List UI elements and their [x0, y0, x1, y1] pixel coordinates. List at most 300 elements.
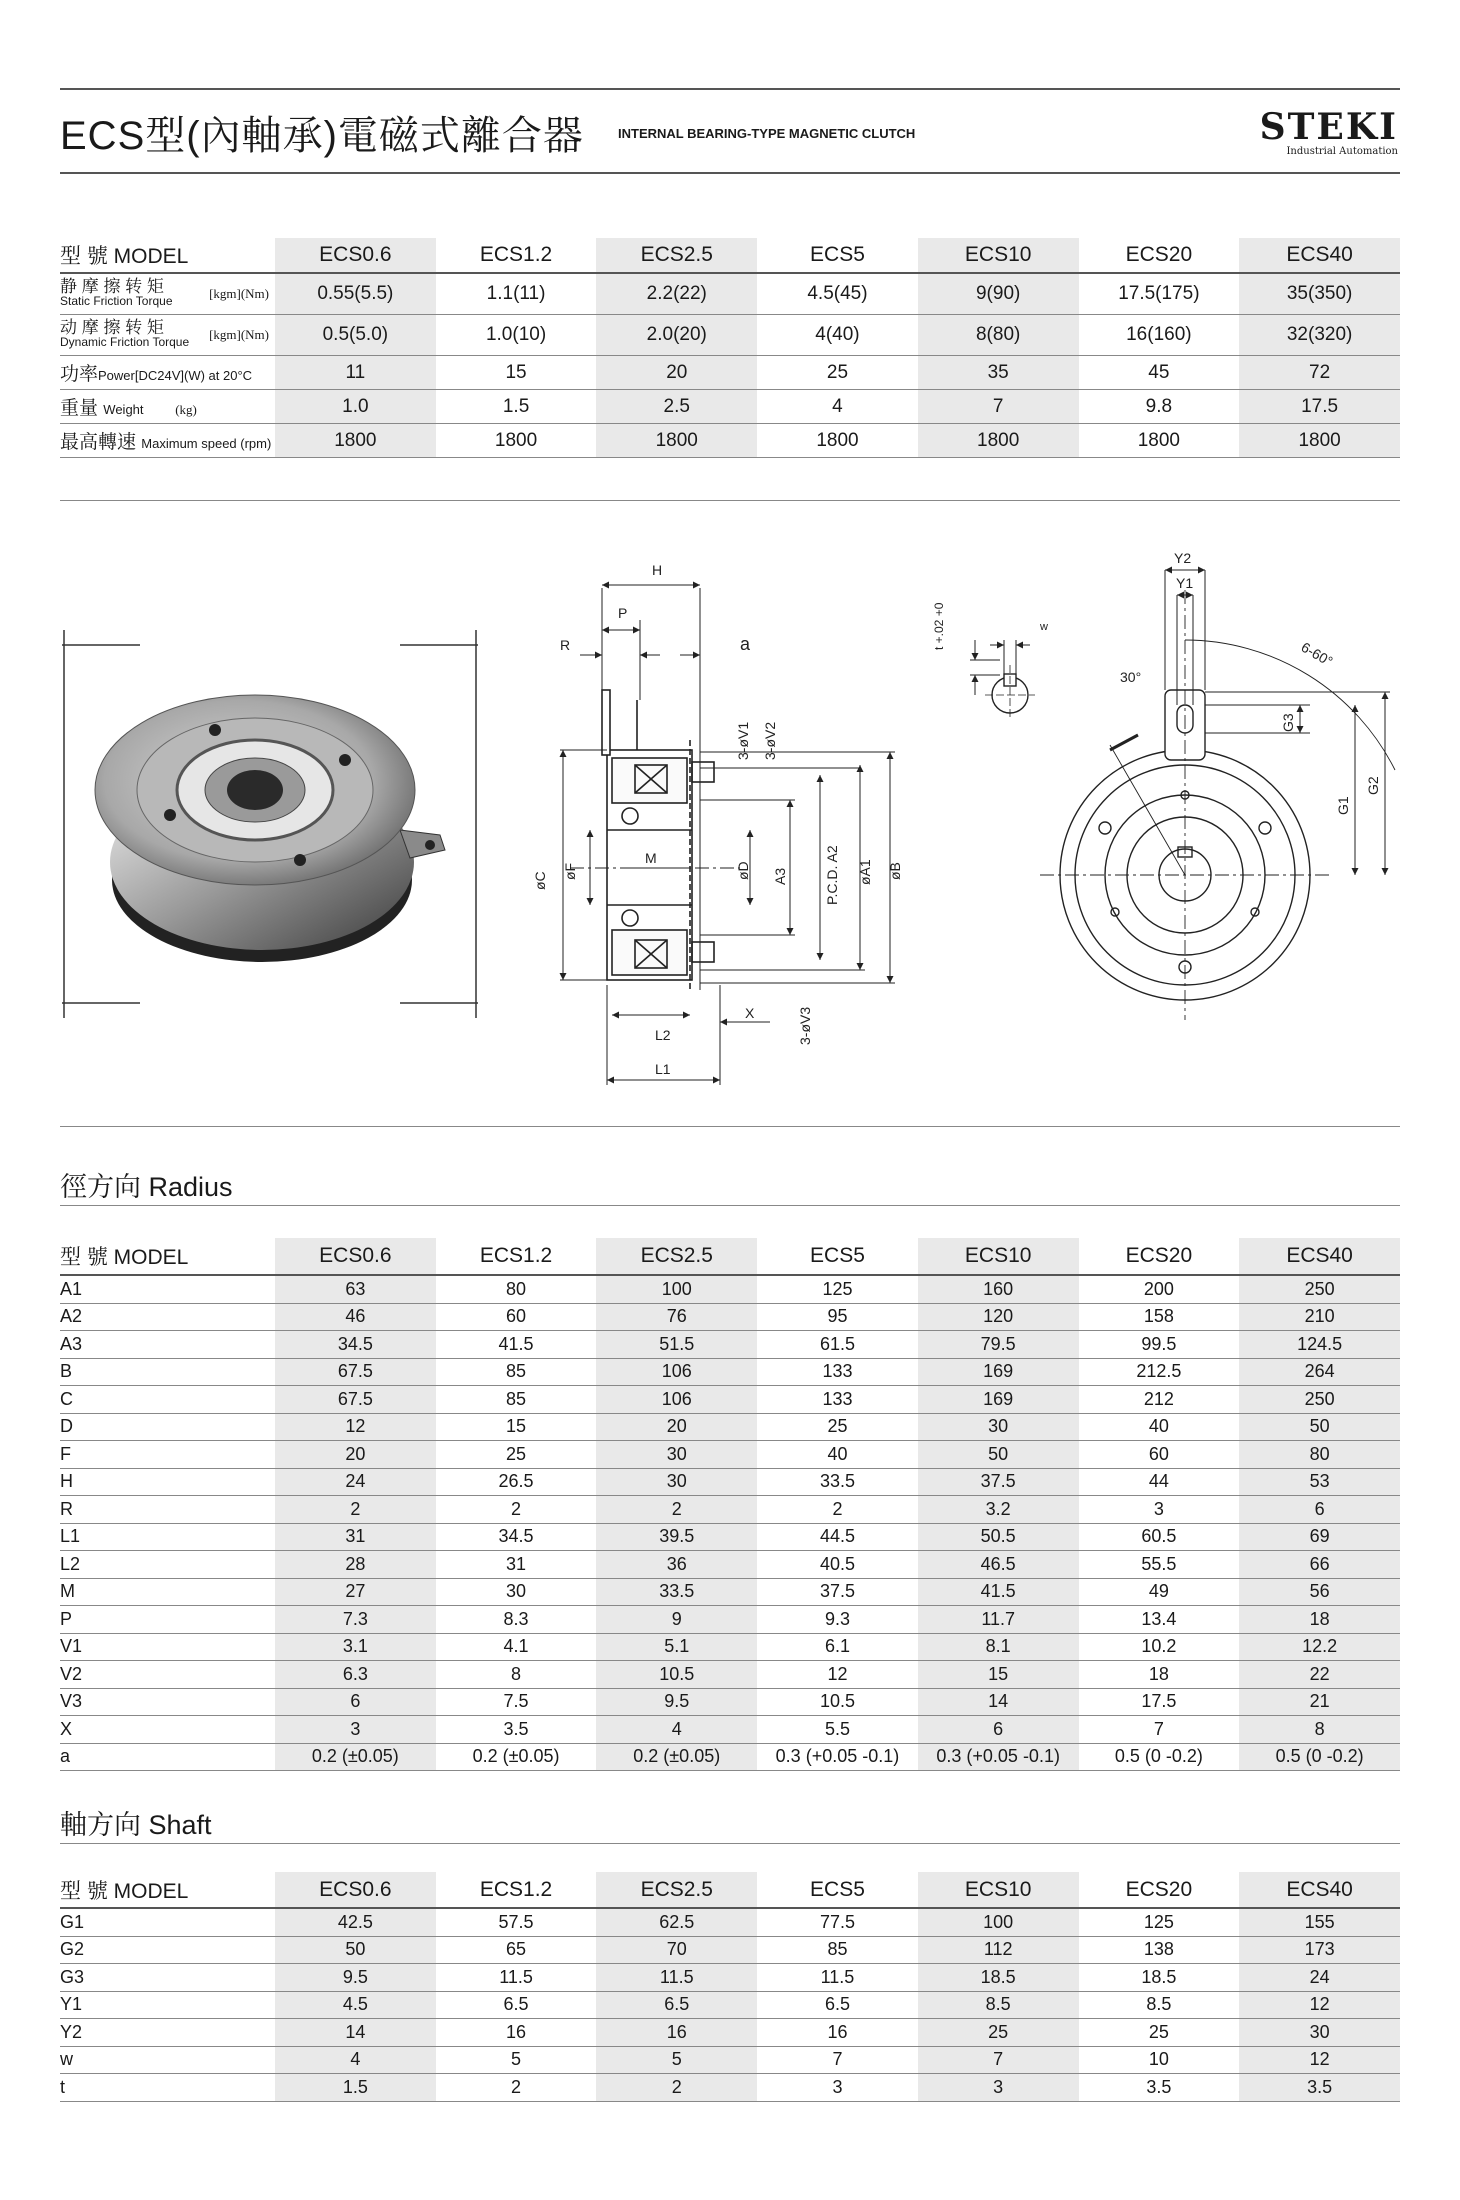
table-row	[60, 1386, 1400, 1414]
row-label: Y1	[60, 1994, 83, 2015]
table-cell: 85	[827, 1939, 848, 1960]
row-label: B	[60, 1361, 73, 1382]
table-cell: 18	[1148, 1663, 1169, 1684]
table-cell: 31	[506, 1553, 527, 1574]
table-cell: 1.1(11)	[486, 283, 546, 304]
table-cell: 61.5	[819, 1333, 855, 1354]
table-cell: 1800	[816, 429, 859, 451]
table-cell: 50	[275, 1936, 436, 1964]
table-row	[60, 1908, 1400, 1936]
table-cell: 9	[596, 1606, 757, 1634]
table-row	[60, 1275, 1400, 1303]
table-row	[60, 1413, 1400, 1441]
table-cell: 16	[506, 2021, 527, 2042]
table-cell: 2	[832, 1498, 843, 1519]
keyway-detail-drawing	[970, 640, 1035, 720]
table-cell: 200	[1143, 1278, 1174, 1299]
table-cell: 24	[275, 1468, 436, 1496]
section-divider	[60, 500, 1400, 501]
table-cell: 133	[822, 1388, 853, 1409]
label-cn: 动 摩 擦 转 矩	[60, 318, 164, 337]
table-cell: 124.5	[1239, 1331, 1400, 1359]
table-cell: 27	[275, 1578, 436, 1606]
side-section-labels	[532, 562, 903, 1077]
table-cell: 25	[827, 1416, 848, 1437]
table-row	[60, 1496, 1400, 1524]
table-cell: 133	[822, 1361, 853, 1382]
label-en: Power[DC24V](W) at 20°C	[98, 368, 253, 383]
table-cell: 120	[918, 1303, 1079, 1331]
table-cell: 10.5	[819, 1691, 855, 1712]
row-label	[60, 273, 275, 315]
table-cell: 125	[1143, 1911, 1174, 1932]
table-row	[60, 1303, 1400, 1331]
table-cell: 173	[1239, 1936, 1400, 1964]
table-cell: 12	[1239, 1991, 1400, 2019]
table-cell: 3	[918, 2074, 1079, 2102]
table-cell: 79.5	[918, 1331, 1079, 1359]
table-cell: 70	[596, 1936, 757, 1964]
table-row	[60, 1578, 1400, 1606]
table-cell: 4.5(45)	[807, 283, 868, 304]
table-cell: 250	[1239, 1275, 1400, 1303]
table-row	[60, 1964, 1400, 1992]
label-unit: (kg)	[175, 402, 197, 417]
dim-label: M	[645, 850, 657, 866]
header-top-rule	[60, 88, 1400, 90]
table-cell: 2	[596, 1496, 757, 1524]
table-row	[60, 1716, 1400, 1744]
brand-logo	[1260, 108, 1398, 157]
table-cell: 35(350)	[1239, 273, 1400, 315]
table-cell: 0.5(5.0)	[275, 315, 436, 356]
row-label: t	[60, 2076, 66, 2097]
model-col: ECS10	[918, 1238, 1079, 1275]
table-cell: 62.5	[596, 1908, 757, 1936]
table-cell: 95	[827, 1306, 848, 1327]
table-cell: 1800	[596, 424, 757, 458]
dim-label: Y1	[1176, 575, 1194, 591]
table-row	[60, 356, 1400, 390]
table-cell: 25	[506, 1443, 527, 1464]
table-cell: 3.5	[503, 1718, 529, 1739]
table-row	[60, 1331, 1400, 1359]
table-cell: 50.5	[918, 1523, 1079, 1551]
table-cell: 24	[1239, 1964, 1400, 1992]
model-col: ECS10	[918, 238, 1079, 273]
shaft-table	[60, 1872, 1400, 2102]
table-cell: 0.2 (±0.05)	[275, 1743, 436, 1771]
table-cell: 4(40)	[815, 324, 860, 345]
table-cell: 22	[1239, 1661, 1400, 1689]
dim-label: 3-øV1	[735, 721, 751, 760]
dim-label: w	[1040, 621, 1048, 633]
dim-label: A3	[772, 867, 788, 885]
table-row	[60, 424, 1400, 458]
table-cell: 7	[918, 390, 1079, 424]
table-cell: 67.5	[275, 1358, 436, 1386]
table-cell: 3.5	[1239, 2074, 1400, 2102]
model-col: ECS2.5	[596, 1872, 757, 1908]
table-cell: 0.2 (±0.05)	[596, 1743, 757, 1771]
table-cell: 212	[1143, 1388, 1174, 1409]
table-cell: 2	[511, 1498, 522, 1519]
dim-label: øF	[562, 862, 578, 880]
table-cell: 41.5	[498, 1333, 534, 1354]
table-cell: 15	[505, 361, 527, 383]
table-cell: 49	[1148, 1581, 1169, 1602]
table-cell: 17.5	[1141, 1691, 1177, 1712]
table-cell: 160	[918, 1275, 1079, 1303]
row-label: A3	[60, 1333, 83, 1354]
row-label	[60, 424, 275, 458]
table-row	[60, 273, 1400, 315]
label-en: Dynamic Friction Torque	[60, 335, 190, 349]
table-cell: 7.3	[275, 1606, 436, 1634]
table-row	[60, 1688, 1400, 1716]
table-cell: 37.5	[819, 1581, 855, 1602]
dim-label: 3-øV2	[762, 721, 778, 760]
table-cell: 5.5	[824, 1718, 850, 1739]
table-cell: 158	[1143, 1306, 1174, 1327]
row-label: Y2	[60, 2021, 83, 2042]
model-col: ECS0.6	[275, 1872, 436, 1908]
table-cell: 1.5	[502, 395, 530, 417]
table-cell: 66	[1239, 1551, 1400, 1579]
dim-label: a	[740, 634, 751, 654]
model-header-label: 型 號 MODEL	[60, 1879, 189, 1903]
table-cell: 57.5	[498, 1911, 534, 1932]
table-cell: 10.2	[1141, 1636, 1177, 1657]
model-col: ECS20	[1125, 1244, 1193, 1267]
table-cell: 76	[596, 1303, 757, 1331]
table-cell: 55.5	[1141, 1553, 1177, 1574]
row-label: L2	[60, 1553, 81, 1574]
table-cell: 9(90)	[918, 273, 1079, 315]
table-cell: 50	[918, 1441, 1079, 1469]
dim-label: L2	[655, 1027, 671, 1043]
table-cell: 5.1	[596, 1633, 757, 1661]
model-col: ECS40	[1239, 238, 1400, 273]
model-col: ECS20	[1125, 243, 1193, 266]
dim-label: G3	[1280, 713, 1296, 732]
shaft-section-title: 軸方向 Shaft	[60, 1810, 212, 1840]
table-cell: 16(160)	[1126, 324, 1192, 345]
table-cell: 14	[918, 1688, 1079, 1716]
model-col: ECS40	[1239, 1238, 1400, 1275]
table-cell: 31	[275, 1523, 436, 1551]
radius-table	[60, 1238, 1400, 1771]
table-cell: 210	[1239, 1303, 1400, 1331]
table-cell: 34.5	[498, 1526, 534, 1547]
side-section-drawing	[560, 585, 895, 1085]
section-divider	[60, 1205, 1400, 1206]
table-row	[60, 1936, 1400, 1964]
table-cell: 10	[1148, 2049, 1169, 2070]
table-cell: 8.5	[918, 1991, 1079, 2019]
dim-label: t +.02 +0	[932, 602, 946, 650]
table-cell: 40.5	[819, 1553, 855, 1574]
dim-label: øD	[735, 861, 751, 880]
table-row	[60, 2019, 1400, 2047]
table-cell: 60	[506, 1306, 527, 1327]
table-cell: 4	[596, 1716, 757, 1744]
table-cell: 6	[918, 1716, 1079, 1744]
dim-label: P.C.D. A2	[824, 845, 840, 905]
label-unit: [kgm](Nm)	[209, 286, 269, 301]
table-cell: 12	[275, 1413, 436, 1441]
table-cell: 6	[275, 1688, 436, 1716]
performance-table	[60, 238, 1400, 458]
row-label: a	[60, 1746, 71, 1767]
table-cell: 80	[506, 1278, 527, 1299]
table-cell: 35	[918, 356, 1079, 390]
table-cell: 2	[596, 2074, 757, 2102]
row-label: V1	[60, 1636, 83, 1657]
brand-tagline: Industrial Automation	[1286, 146, 1398, 157]
dim-label: 30°	[1120, 669, 1142, 685]
table-cell: 250	[1239, 1386, 1400, 1414]
label-cn: 功率	[60, 364, 99, 385]
dim-label: P	[618, 605, 628, 621]
table-cell: 77.5	[819, 1911, 855, 1932]
table-cell: 12	[827, 1663, 848, 1684]
dim-label: G2	[1365, 776, 1381, 795]
table-cell: 8	[1239, 1716, 1400, 1744]
table-cell: 63	[275, 1275, 436, 1303]
front-view-labels	[1120, 550, 1381, 815]
table-cell: 51.5	[596, 1331, 757, 1359]
table-cell: 56	[1239, 1578, 1400, 1606]
table-cell: 8.1	[918, 1633, 1079, 1661]
dim-label: 6-60°	[1298, 638, 1336, 670]
table-cell: 0.5 (0 -0.2)	[1239, 1743, 1400, 1771]
page-title: ECS型(內軸承)電磁式離合器	[60, 114, 584, 158]
table-cell: 9.5	[275, 1964, 436, 1992]
row-label: G1	[60, 1911, 85, 1932]
model-col: ECS2.5	[596, 1238, 757, 1275]
row-label: M	[60, 1581, 75, 1602]
product-photo	[62, 630, 478, 1018]
table-cell: 264	[1239, 1358, 1400, 1386]
model-col: ECS5	[810, 1877, 865, 1901]
dim-label: L1	[655, 1061, 671, 1077]
table-cell: 13.4	[1141, 1608, 1177, 1629]
row-label: X	[60, 1718, 73, 1739]
radius-section-title: 徑方向 Radius	[60, 1172, 233, 1202]
table-cell: 53	[1239, 1468, 1400, 1496]
table-cell: 3	[275, 1716, 436, 1744]
table-row	[60, 1743, 1400, 1771]
model-col: ECS10	[918, 1872, 1079, 1908]
label-cn: 静 摩 擦 转 矩	[60, 277, 164, 296]
keyway-labels	[932, 602, 1048, 650]
table-cell: 18.5	[1141, 1966, 1177, 1987]
table-cell: 8.3	[503, 1608, 529, 1629]
table-cell: 1.0(10)	[485, 324, 547, 345]
page-subtitle: INTERNAL BEARING-TYPE MAGNETIC CLUTCH	[618, 126, 916, 141]
table-cell: 39.5	[596, 1523, 757, 1551]
table-cell: 11.5	[499, 1966, 533, 1987]
row-label: H	[60, 1471, 73, 1492]
table-cell: 44.5	[819, 1526, 855, 1547]
table-cell: 69	[1239, 1523, 1400, 1551]
section-divider	[60, 1126, 1400, 1127]
table-row	[60, 1633, 1400, 1661]
table-cell: 28	[275, 1551, 436, 1579]
table-cell: 3.2	[918, 1496, 1079, 1524]
table-cell: 2	[275, 1496, 436, 1524]
table-cell: 5	[596, 2046, 757, 2074]
row-label: C	[60, 1388, 73, 1409]
table-cell: 7	[832, 2049, 843, 2070]
table-cell: 3.1	[275, 1633, 436, 1661]
table-cell: 30	[506, 1581, 527, 1602]
table-header-row	[60, 1238, 1400, 1275]
dim-label: Y2	[1174, 550, 1192, 566]
table-cell: 36	[596, 1551, 757, 1579]
table-cell: 9.5	[596, 1688, 757, 1716]
table-cell: 1800	[1137, 429, 1180, 451]
table-cell: 2.0(20)	[596, 315, 757, 356]
table-cell: 0.3 (+0.05 -0.1)	[775, 1746, 900, 1767]
row-label: G2	[60, 1939, 85, 1960]
table-cell: 11.5	[820, 1966, 855, 1987]
table-cell: 11.5	[596, 1964, 757, 1992]
row-label	[60, 315, 275, 356]
table-cell: 20	[596, 356, 757, 390]
table-cell: 2.2(22)	[596, 273, 757, 315]
table-cell: 8	[511, 1663, 522, 1684]
table-cell: 9.3	[824, 1608, 850, 1629]
table-cell: 26.5	[498, 1471, 534, 1492]
table-cell: 12	[1239, 2046, 1400, 2074]
row-label	[60, 390, 275, 424]
model-col: ECS40	[1239, 1872, 1400, 1908]
table-cell: 72	[1239, 356, 1400, 390]
table-row	[60, 1523, 1400, 1551]
table-cell: 100	[596, 1275, 757, 1303]
table-cell: 30	[596, 1468, 757, 1496]
section-divider	[60, 1843, 1400, 1844]
row-label	[60, 356, 275, 390]
dim-label: øC	[532, 871, 548, 890]
model-header-label: 型 號 MODEL	[60, 1246, 189, 1269]
table-header-row	[60, 238, 1400, 273]
table-cell: 138	[1143, 1939, 1174, 1960]
table-row	[60, 1441, 1400, 1469]
dim-label: X	[745, 1005, 755, 1021]
table-cell: 7.5	[503, 1691, 529, 1712]
table-cell: 65	[506, 1939, 527, 1960]
table-cell: 11	[275, 356, 436, 390]
model-header-label: 型 號 MODEL	[60, 245, 189, 268]
table-cell: 44	[1148, 1471, 1169, 1492]
table-cell: 33.5	[596, 1578, 757, 1606]
dim-label: R	[560, 637, 571, 653]
table-cell: 60.5	[1141, 1526, 1177, 1547]
row-label: V2	[60, 1663, 83, 1684]
model-col: ECS5	[810, 1244, 865, 1267]
table-cell: 67.5	[275, 1386, 436, 1414]
table-row	[60, 1606, 1400, 1634]
table-cell: 155	[1239, 1908, 1400, 1936]
label-cn: 重量	[60, 398, 99, 419]
table-cell: 8.5	[1146, 1994, 1172, 2015]
table-cell: 33.5	[819, 1471, 855, 1492]
table-cell: 41.5	[918, 1578, 1079, 1606]
dim-label: øB	[887, 862, 903, 880]
table-cell: 85	[506, 1388, 527, 1409]
table-cell: 100	[918, 1908, 1079, 1936]
row-label: P	[60, 1608, 73, 1629]
table-cell: 1.5	[275, 2074, 436, 2102]
dim-label: G1	[1335, 796, 1351, 815]
brand-name: STEKI	[1259, 106, 1398, 148]
table-cell: 169	[918, 1358, 1079, 1386]
table-cell: 112	[918, 1936, 1079, 1964]
label-en: Static Friction Torque	[60, 294, 173, 308]
model-col: ECS20	[1125, 1877, 1193, 1901]
model-col: ECS1.2	[479, 1244, 553, 1267]
table-cell: 6	[1239, 1496, 1400, 1524]
table-cell: 80	[1239, 1441, 1400, 1469]
table-cell: 14	[275, 2019, 436, 2047]
table-cell: 40	[1148, 1416, 1169, 1437]
row-label: w	[60, 2049, 73, 2070]
model-col: ECS5	[810, 243, 865, 266]
table-cell: 18.5	[918, 1964, 1079, 1992]
model-col: ECS1.2	[479, 243, 553, 266]
table-cell: 4	[275, 2046, 436, 2074]
row-label: F	[60, 1443, 71, 1464]
table-cell: 0.3 (+0.05 -0.1)	[918, 1743, 1079, 1771]
table-row	[60, 390, 1400, 424]
table-cell: 0.2 (±0.05)	[472, 1746, 560, 1767]
header-bottom-rule	[60, 172, 1400, 174]
table-cell: 21	[1239, 1688, 1400, 1716]
table-row	[60, 1991, 1400, 2019]
table-cell: 25	[1148, 2021, 1169, 2042]
table-cell: 125	[822, 1278, 853, 1299]
row-label: G3	[60, 1966, 85, 1987]
technical-drawings	[0, 520, 1460, 1140]
table-cell: 85	[506, 1361, 527, 1382]
table-cell: 5	[511, 2049, 522, 2070]
table-cell: 106	[596, 1358, 757, 1386]
table-cell: 46	[275, 1303, 436, 1331]
table-cell: 20	[275, 1441, 436, 1469]
table-cell: 1800	[275, 424, 436, 458]
table-row	[60, 2046, 1400, 2074]
table-cell: 20	[596, 1413, 757, 1441]
table-cell: 16	[596, 2019, 757, 2047]
table-cell: 4.5	[275, 1991, 436, 2019]
table-cell: 17.5(175)	[1118, 283, 1200, 304]
row-label: V3	[60, 1691, 83, 1712]
label-unit: [kgm](Nm)	[209, 327, 269, 342]
table-cell: 30	[1239, 2019, 1400, 2047]
table-cell: 3	[1153, 1498, 1164, 1519]
table-cell: 18	[1239, 1606, 1400, 1634]
table-cell: 6.5	[503, 1994, 529, 2015]
table-cell: 6.5	[824, 1994, 850, 2015]
row-label: A1	[60, 1278, 83, 1299]
table-cell: 7	[918, 2046, 1079, 2074]
table-cell: 30	[596, 1441, 757, 1469]
table-cell: 60	[1148, 1443, 1169, 1464]
table-cell: 4	[832, 395, 843, 417]
